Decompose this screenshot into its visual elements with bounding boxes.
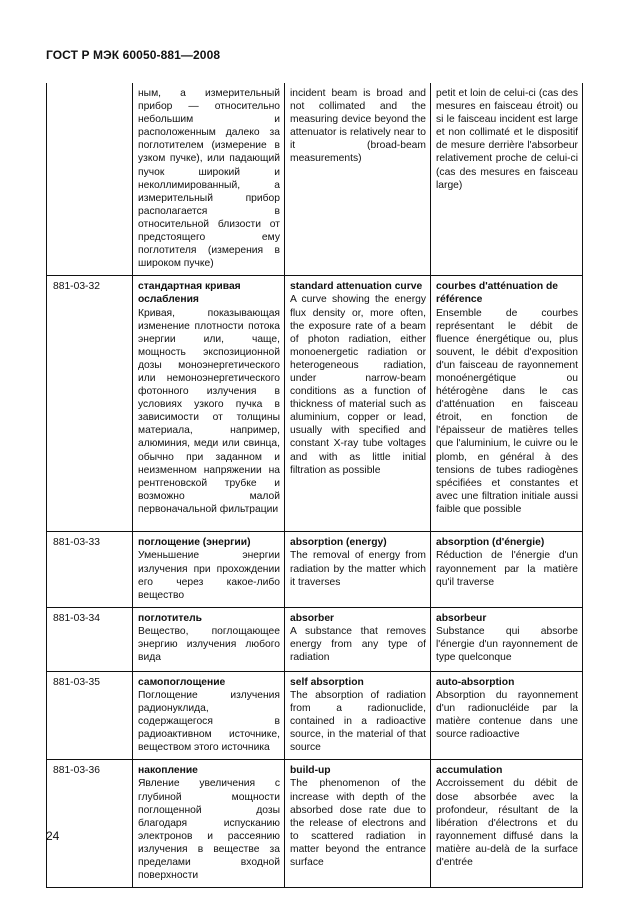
french-cell — [431, 532, 583, 607]
russian-definition: Кривая, показывающая изменение плотности потока энергии или, чаще, мощность экспозиционной дозы моноэнергетического или немоноэнергетического фотонного излучения в условиях узкого пучка в зависимости от толщины материала, например, алюминия, меди или свинца, обычно при заданном и неизменном напряжении на рентгеновской трубке и возможно малой первоначальной фильтрации — [138, 307, 280, 515]
french-cell — [431, 607, 583, 671]
english-cell — [285, 607, 431, 671]
french-cell — [431, 276, 583, 532]
french-definition: Absorption du rayonnement d'un radionucléide par la matière contenue dans une source radioactive — [436, 689, 578, 741]
english-definition: A substance that removes energy from any type of radiation — [290, 625, 426, 664]
russian-cell — [133, 760, 285, 888]
french-term: absorbeur — [436, 612, 487, 624]
russian-cell — [133, 83, 285, 276]
english-definition: The phenomenon of the increase with depth of the absorbed dose rate due to the release of electrons and to scattered radiation in matter beyond the entrance surface — [290, 778, 426, 868]
french-cell — [431, 760, 583, 888]
term-code: 881-03-33 — [47, 532, 133, 607]
table-row — [47, 671, 583, 760]
russian-term: поглощение (энергии) — [138, 537, 251, 549]
english-cell — [285, 760, 431, 888]
english-term: build-up — [290, 765, 331, 777]
page-number: 24 — [46, 829, 60, 843]
russian-definition: Уменьшение энергии излучения при прохождении его через какое-либо вещество — [138, 550, 280, 601]
french-cell — [431, 671, 583, 760]
russian-cell — [133, 276, 285, 532]
russian-term: поглотитель — [138, 612, 202, 624]
french-term: courbes d'atténuation de référence — [436, 281, 559, 306]
english-term: absorption (energy) — [290, 537, 387, 549]
table-row — [47, 607, 583, 671]
english-term: standard attenuation curve — [290, 281, 423, 293]
russian-definition: ным, а измерительный прибор — относительно небольшим и расположенным далеко за поглотителем (измерение в узком пучке), или падающий пучок широкий и неколлимированный, а измерительный прибор располагается в относительной близости от предстоящего ему поглотителя (измерения в широком пучке) — [138, 88, 280, 270]
english-cell — [285, 671, 431, 760]
term-code: 881-03-32 — [47, 276, 133, 532]
english-definition: A curve showing the energy flux density or, more often, the exposure rate of a beam of photon radiation, either monoenergetic radiation or heterogeneous radiation, under narrow-beam conditions as a function of thickness of material such as aluminium, copper or lead, usually with specified and constant X-ray tube voltages and with as little initial filtration as possible — [290, 294, 426, 476]
russian-cell — [133, 671, 285, 760]
english-cell — [285, 276, 431, 532]
russian-cell — [133, 607, 285, 671]
russian-term: самопоглощение — [138, 676, 226, 688]
table-row — [47, 760, 583, 888]
english-term: absorber — [290, 612, 335, 624]
term-code: 881-03-36 — [47, 760, 133, 888]
russian-cell — [133, 532, 285, 607]
terms-table — [46, 83, 583, 888]
term-code — [47, 83, 133, 276]
table-row — [47, 532, 583, 607]
french-definition: Accroissement du débit de dose absorbée avec la profondeur, résultant de la libération d'électrons et du rayonnement diffusé dans la matière au-delà de la surface d'entrée — [436, 778, 578, 868]
table-row — [47, 83, 583, 276]
french-definition: petit et loin de celui-ci (cas des mesures en faisceau étroit) ou si le faisceau incident est large et non collimaté et le dispositif de mesure derrière l'absorbeur relativement proche de celui-ci (cas des mesures en faisceau large) — [436, 88, 578, 191]
french-cell — [431, 83, 583, 276]
french-definition: Ensemble de courbes représentant le débit de fluence énergétique ou, plus souvent, le débit d'exposition d'un faisceau de rayonnement monoénergétique ou hétérogène dans le cas d'atténuation en faisceau étroit, en fonction de l'épaisseur de matières telles que l'aluminium, le cuivre ou le plomb, en général à des tensions de tubes radiogènes spécifiées et constantes et avec une filtration initiale aussi faible que possible — [436, 307, 578, 515]
russian-term: накопление — [138, 765, 198, 777]
french-definition: Réduction de l'énergie d'un rayonnement par la matière qu'il traverse — [436, 550, 578, 588]
russian-term: стандартная кривая ослабления — [138, 281, 241, 306]
english-definition: The removal of energy from radiation by the matter which it traverses — [290, 550, 426, 588]
english-definition: incident beam is broad and not collimated and the measuring device beyond the attenuator is relatively near to it (broad-beam measurements) — [290, 88, 426, 165]
french-definition: Substance qui absorbe l'énergie d'un rayonnement de type quelconque — [436, 625, 578, 664]
english-cell — [285, 532, 431, 607]
english-cell — [285, 83, 431, 276]
russian-definition: Явление увеличения с глубиной мощности поглощенной дозы благодаря испусканию электронов и рассеянию излучения в веществе за пределами входной поверхности — [138, 778, 280, 882]
french-term: auto-absorption — [436, 676, 515, 688]
term-code: 881-03-35 — [47, 671, 133, 760]
french-term: absorption (d'énergie) — [436, 537, 545, 549]
document-header: ГОСТ Р МЭК 60050-881—2008 — [46, 48, 221, 62]
russian-definition: Вещество, поглощающее энергию излучения любого вида — [138, 625, 280, 664]
french-term: accumulation — [436, 765, 503, 777]
russian-definition: Поглощение излучения радионуклида, содержащегося в радиоактивном источнике, веществом этого источника — [138, 689, 280, 754]
english-definition: The absorption of radiation from a radionuclide, contained in a radioactive source, in the material of that source — [290, 689, 426, 754]
english-term: self absorption — [290, 676, 364, 688]
table-row — [47, 276, 583, 532]
term-code: 881-03-34 — [47, 607, 133, 671]
